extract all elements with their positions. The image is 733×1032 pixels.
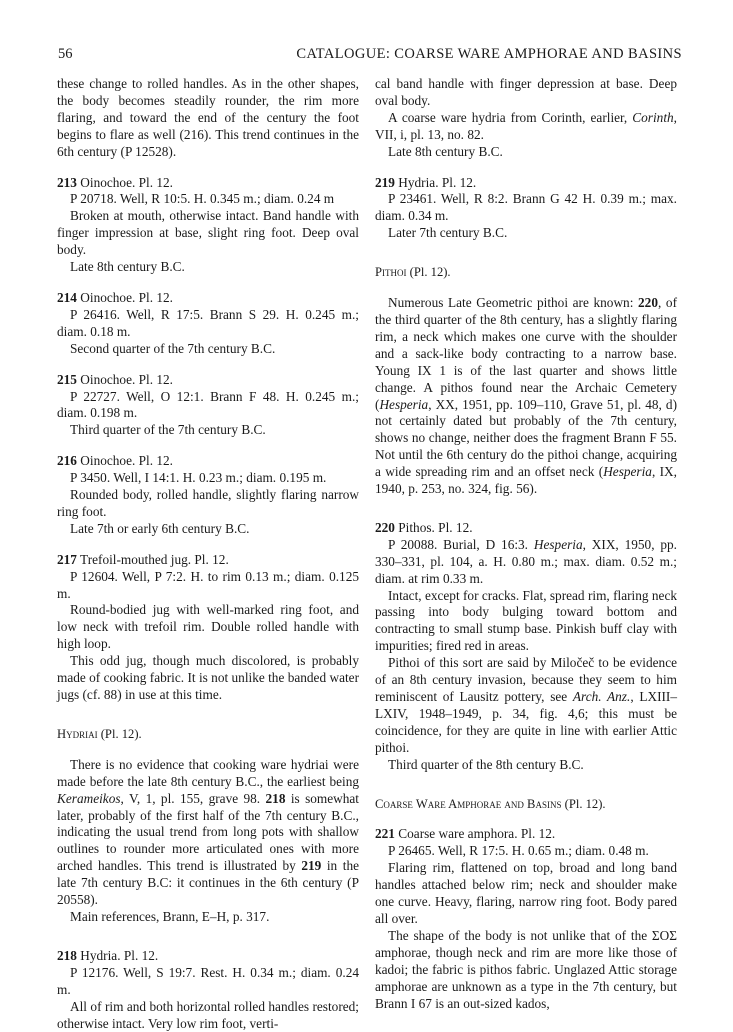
entry-description: Flaring rim, flattened on top, broad and long band handles attached below rim; neck and shoulder make one curve. Heavy, flaring, narrow ring foot. Body pared all over. — [375, 860, 677, 926]
entry-description: Intact, except for cracks. Flat, spread rim, flaring neck passing into body bulging toward bottom and contracting to small stump base. Pinkish buff clay with impurities; fired red in areas. — [375, 587, 677, 654]
page-number: 56 — [58, 46, 73, 62]
entry-reference: P 12604. Well, P 7:2. H. to rim 0.13 m.; diam. 0.125 m. — [57, 568, 359, 601]
entry-title: Oinochoe. Pl. 12. — [76, 453, 173, 469]
hydriai-references: Main references, Brann, E–H, p. 317. — [70, 908, 270, 924]
hydriai-paragraph: There is no evidence that cooking ware hydriai were made before the late 8th century B.C., the earliest being Kerameikos, V, 1, pl. 155, grave 98. 218 is somewhat later, probably of the first half of the 7th century B.C., indicating the usual trend from long pots with shallow outlines to rounder more articulated ones with more arched handles. This trend is illustrated by 219 in the late 7th century B.C: it continues in the 6th century (P 20558). — [57, 756, 360, 908]
entry-reference: P 20088. Burial, D 16:3. Hesperia, XIX, 1950, pp. 330–331, pl. 104, a. H. 0.80 m.; max. diam. 0.52 m.; diam. at rim 0.33 m. — [375, 536, 678, 586]
entry-title: Pithos. Pl. 12. — [394, 519, 473, 535]
entry-reference: P 22727. Well, O 12:1. Brann F 48. H. 0.245 m.; diam. 0.198 m. — [57, 388, 359, 421]
section-heading-amphorae: Coarse Ware Amphorae and Basins (Pl. 12). — [375, 796, 606, 811]
entry-reference: P 3450. Well, I 14:1. H. 0.23 m.; diam. 0.195 m. — [70, 470, 327, 486]
entry-description: Round-bodied jug with well-marked ring foot, and low neck with trefoil rim. Double rolled handle with high loop. — [57, 602, 359, 652]
section-heading-hydriai: Hydriai (Pl. 12). — [57, 726, 142, 741]
entry-number: 215 — [57, 371, 77, 387]
entry-date: Second quarter of the 7th century B.C. — [70, 340, 276, 356]
entry-reference: P 12176. Well, S 19:7. Rest. H. 0.34 m.; diam. 0.24 m. — [57, 964, 359, 997]
entry-title: Trefoil-mouthed jug. Pl. 12. — [76, 551, 229, 567]
catalogue-entry-213 — [57, 175, 359, 276]
catalogue-entry-217 — [57, 552, 359, 704]
catalogue-entry-219 — [375, 175, 677, 243]
catalogue-entry-218 — [57, 948, 359, 1032]
right-column — [375, 76, 677, 1012]
entry-number: 220 — [375, 519, 395, 535]
entry-reference: P 23461. Well, R 8:2. Brann G 42 H. 0.39 m.; max. diam. 0.34 m. — [375, 191, 677, 224]
catalogue-entry-216 — [57, 453, 359, 538]
entry-number: 213 — [57, 174, 77, 190]
entry-description: Broken at mouth, otherwise intact. Band handle with finger impression at base, slight ring foot. Deep oval body. — [57, 208, 359, 258]
entry-date: Third quarter of the 7th century B.C. — [70, 422, 266, 438]
intro-paragraph: these change to rolled handles. As in the other shapes, the body becomes steadily rounder, the rim more flaring, and toward the end of the century the foot begins to flare as well (216). This trend continues in the 6th century (P 12528). — [57, 76, 359, 159]
entry-date: Later 7th century B.C. — [388, 225, 508, 241]
entry-description: All of rim and both horizontal rolled handles restored; otherwise intact. Very low rim foot, verti- — [57, 998, 359, 1031]
entry-title: Hydria. Pl. 12. — [394, 174, 477, 190]
entry-note: Pithoi of this sort are said by Miločeč to be evidence of an 8th century invasion, because they seem to him reminiscent of Lausitz pottery, see Arch. Anz., LXIII–LXIV, 1948–1949, p. 34, fig. 4,6; this must be coincidence, for they are quite in line with earlier Attic pithoi. — [375, 655, 677, 755]
entry-reference: P 20718. Well, R 10:5. H. 0.345 m.; diam. 0.24 m — [70, 191, 335, 207]
entry-reference: P 26465. Well, R 17:5. H. 0.65 m.; diam. 0.48 m. — [388, 843, 649, 859]
entry-title: Coarse ware amphora. Pl. 12. — [394, 826, 556, 842]
left-column — [57, 76, 359, 1032]
entry-date: Late 7th or early 6th century B.C. — [70, 520, 250, 536]
page-header — [58, 46, 682, 68]
entry-date: Late 8th century B.C. — [388, 143, 503, 159]
entry-note: This odd jug, though much discolored, is probably made of cooking fabric. It is not unlike the banded water jugs (cf. 88) in use at this time. — [57, 653, 359, 702]
entry-number: 221 — [375, 826, 395, 842]
catalogue-entry-221 — [375, 826, 677, 1012]
entry-number: 217 — [57, 551, 77, 567]
entry-date: Late 8th century B.C. — [70, 259, 185, 275]
entry-number: 219 — [375, 174, 395, 190]
entry-number: 214 — [57, 289, 77, 305]
catalogue-entry-215 — [57, 372, 359, 440]
entry-reference: P 26416. Well, R 17:5. Brann S 29. H. 0.245 m.; diam. 0.18 m. — [57, 306, 359, 339]
catalogue-entry-220 — [375, 520, 677, 774]
catalogue-entry-214 — [57, 290, 359, 358]
entry-title: Oinochoe. Pl. 12. — [76, 289, 173, 305]
entry-title: Hydria. Pl. 12. — [76, 947, 159, 963]
entry-description: Rounded body, rolled handle, slightly flaring narrow ring foot. — [57, 487, 359, 519]
entry-note: The shape of the body is not unlike that of the ΣΟΣ amphorae, though neck and rim are more like those of kadoi; the fabric is pithos fabric. Unglazed Attic storage amphorae are unknown as a type in the 7th century, but Brann I 67 is an out-sized kados, — [375, 927, 677, 1011]
section-heading-pithoi: Pithoi (Pl. 12). — [375, 265, 451, 280]
entry-title: Oinochoe. Pl. 12. — [76, 174, 173, 190]
running-title: CATALOGUE: COARSE WARE AMPHORAE AND BASINS — [296, 46, 682, 62]
entry-title: Oinochoe. Pl. 12. — [76, 371, 173, 387]
pithoi-paragraph: Numerous Late Geometric pithoi are known: 220, of the third quarter of the 8th century, has a slightly flaring rim, a neck which makes one curve with the shoulder and a sack-like body contracting to a narrow base. Young IX 1 is of the last quarter and shows little change. A pithos found near the Archaic Cemetery (Hesperia, XX, 1951, pp. 109–110, Grave 51, pl. 48, d) not certainly dated but probably of the 7th century, shows no change, neither does the fragment Brann F 55. Not until the 6th century do the pithoi change, acquiring a wide spreading rim and an offset neck (Hesperia, IX, 1940, p. 253, no. 324, fig. 56). — [375, 295, 677, 497]
corinth-comparison: A coarse ware hydria from Corinth, earlier, Corinth, VII, i, pl. 13, no. 82. — [375, 109, 677, 142]
entry-218-continuation: cal band handle with finger depression at base. Deep oval body. — [375, 76, 677, 108]
entry-date: Third quarter of the 8th century B.C. — [388, 756, 584, 772]
entry-number: 218 — [57, 947, 77, 963]
entry-number: 216 — [57, 453, 77, 469]
